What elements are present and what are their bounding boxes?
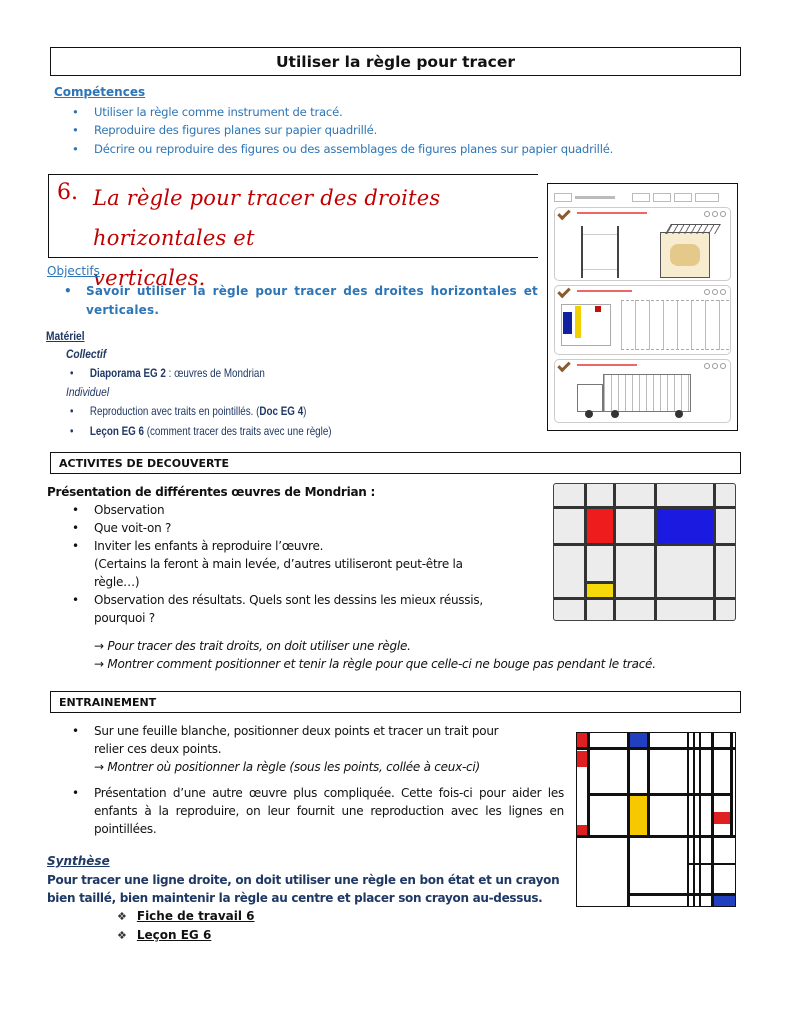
individuel-item-bold: Doc EG 4 [259,404,304,418]
grid-line [554,543,735,546]
decouverte-item-text: Observation des résultats. Quels sont les dessins les mieux réussis, [94,593,483,607]
thumb-red-text [577,364,637,366]
grid-line [627,893,735,896]
section-bar-decouverte: ACTIVITES DE DECOUVERTE [50,452,741,474]
decouverte-item-text: règle…) [94,575,140,589]
fiche-de-travail-link[interactable]: Fiche de travail 6 [136,909,255,923]
collectif-item-bold: Diaporama EG 2 [89,366,166,380]
decouverte-item [56,537,536,591]
red-block [577,825,587,835]
thumb-lion [670,244,700,266]
grid-line [554,597,735,600]
thumb-box [653,193,671,202]
worksheet-preview-image [547,183,738,431]
grid-line [577,747,735,750]
thumb-truck-trailer [603,374,691,412]
grid-line [577,835,735,838]
blue-block [629,733,647,747]
competence-item: • Utiliser la règle comme instrument de tracé. [56,103,746,121]
decouverte-item: • Que voit-on ? [56,519,536,537]
diamond-bullet-icon: ❖ [117,928,127,942]
individuel-item [70,404,306,418]
thumb-panel-2 [554,285,731,355]
diamond-bullet-icon: ❖ [117,909,127,923]
individuel-label: Individuel [66,385,110,399]
grid-line [627,733,630,906]
section-bar-entrainement: ENTRAINEMENT [50,691,741,713]
thumb-dotted-grid [621,300,729,350]
grid-line [711,733,714,906]
wheel [675,410,683,418]
check-icon [557,285,570,298]
decouverte-note: → Montrer comment positionner et tenir la règle pour que celle-ci ne bouge pas pendant le tracé. [94,657,656,671]
decouverte-item-text: (Certains la feront à main levée, d’autres utiliseront peut-être la [94,557,463,571]
materiel-label: Matériel [46,329,85,343]
thumb-header [554,190,731,204]
thumb-circles [704,363,726,369]
bullet: • [70,404,74,418]
wheel [585,410,593,418]
collectif-label: Collectif [66,347,107,361]
collectif-item-text: : œuvres de Mondrian [165,366,265,380]
individuel-item-bold: Leçon EG 6 [89,424,145,438]
document-title: Utiliser la règle pour tracer [50,47,741,76]
decouverte-item-text: Inviter les enfants à reproduire l’œuvre. [94,539,324,553]
thumb-panel-3 [554,359,731,423]
synthese-label: Synthèse [47,854,110,868]
mondrian-painting-2 [576,732,736,907]
thumb-box [695,193,719,202]
thumb-panel-1 [554,207,731,281]
thumb-rungs [583,234,617,270]
red-block [577,733,587,747]
grid-line [687,863,735,865]
red-block [577,751,587,767]
synthese-text: Pour tracer une ligne droite, on doit utiliser une règle en bon état et un crayon bien taillé, bien maintenir la règle au centre et placer son crayon au-dessus. [47,873,560,905]
entrainement-item-text: Sur une feuille blanche, positionner deux points et tracer un trait pour [94,724,499,738]
thumb-title-line [575,196,615,199]
grid-line [687,733,689,906]
lecon-link[interactable]: Leçon EG 6 [136,928,212,942]
lesson-heading-line1: La règle pour tracer des droites horizontales et [93,186,441,250]
bullet: • [70,424,74,438]
collectif-item [70,366,265,380]
bullet: • [70,366,74,380]
yellow-block [630,795,647,835]
lesson-number: 6. [57,180,78,205]
check-icon [557,359,570,372]
entrainement-list [56,722,564,838]
thumb-box [674,193,692,202]
thumb-logo [554,193,572,202]
thumb-truck-cab [577,384,603,412]
red-block [587,508,613,544]
grid-line [554,506,735,509]
decouverte-item-text: pourquoi ? [94,611,155,625]
thumb-red-text [577,212,647,214]
decouverte-item: • Observation [56,501,536,519]
grid-line [587,793,733,796]
objectif-item: • Savoir utiliser la règle pour tracer des droites horizontales et verticales. [48,282,538,320]
entrainement-item-text: relier ces deux points. [94,742,222,756]
wheel [611,410,619,418]
individuel-item-post: ) [303,404,307,418]
objectifs-list [48,282,538,320]
blue-block [714,896,736,906]
individuel-item-post: (comment tracer des traits avec une règle) [144,424,332,438]
thumb-red [595,306,601,312]
thumb-red-text [577,290,632,292]
thumb-circles [704,289,726,295]
entrainement-item [56,722,564,776]
thumb-circles [704,211,726,217]
link-item [117,928,211,942]
red-block [714,812,730,824]
check-icon [557,207,570,220]
decouverte-intro: Présentation de différentes œuvres de Mondrian : [47,485,376,499]
thumb-blue [563,312,572,334]
blue-block [657,508,713,544]
decouverte-item [56,591,536,627]
lesson-heading [93,178,543,298]
decouverte-note: → Pour tracer des trait droits, on doit utiliser une règle. [94,639,411,653]
decouverte-list [56,501,536,627]
competence-item: • Décrire ou reproduire des figures ou des assemblages de figures planes sur papier quadrillé. [56,140,746,158]
objectifs-label: Objectifs [47,264,100,278]
thumb-yellow [575,306,581,338]
yellow-block [587,583,613,597]
link-item [117,909,255,923]
individuel-item [70,424,332,438]
grid-line [693,733,695,906]
mondrian-painting-1 [553,483,736,621]
thumb-box [632,193,650,202]
thumb-line [617,226,619,278]
grid-line [584,581,616,584]
competence-item: • Reproduire des figures planes sur papier quadrillé. [56,121,746,139]
individuel-item-pre: Reproduction avec traits en pointillés. ( [89,404,260,418]
entrainement-item: • Présentation d’une autre œuvre plus compliquée. Cette fois-ci pour aider les enfants à la reproduire, on leur fournit une reproduction avec les lignes en pointillées. [56,784,564,838]
competences-label: Compétences [54,85,146,99]
thumb-cage-top [665,224,721,234]
lesson-heading-line2: verticales. [93,266,206,290]
competences-list [56,103,746,158]
grid-line [699,733,701,906]
entrainement-note: → Montrer où positionner la règle (sous les points, collée à ceux-ci) [94,760,480,774]
